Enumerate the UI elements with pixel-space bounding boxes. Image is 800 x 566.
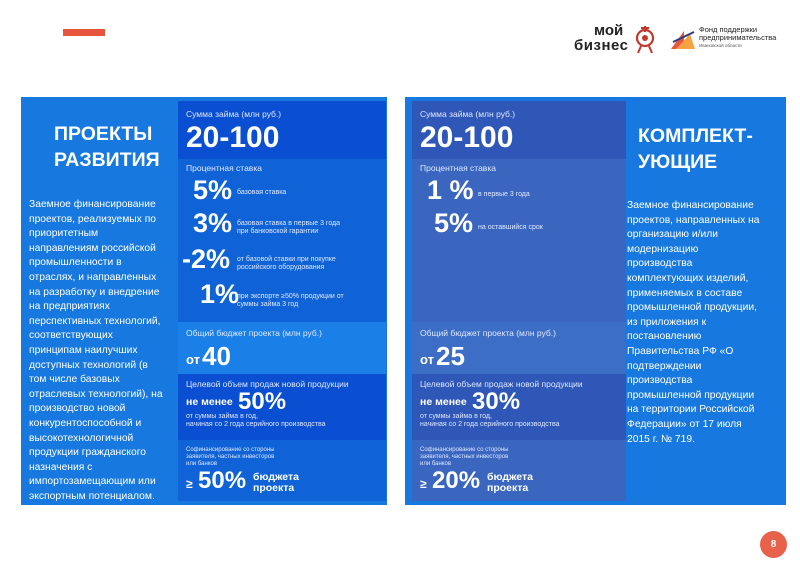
moi-biznes-logo xyxy=(572,22,662,54)
sales-desc: начиная со 2 года серийного производства xyxy=(186,421,326,428)
sales-value: 30% xyxy=(472,388,521,415)
description-line: производство новой xyxy=(29,403,126,415)
panel-description xyxy=(627,199,760,447)
fund-name-line3: Ивановской области xyxy=(699,43,742,48)
budget-value: 40 xyxy=(202,341,231,371)
cofin-prefix: ≥ xyxy=(186,477,193,491)
sales-desc: от суммы займа в год, xyxy=(186,413,258,420)
fund-name-line2: предпринимательства xyxy=(699,33,777,42)
description-line: постановлению xyxy=(627,331,702,343)
description-line: направлениям российской xyxy=(29,242,156,254)
sales-label: Целевой объем продаж новой продукции xyxy=(186,379,349,389)
description-line: промышленной продукции xyxy=(627,389,755,401)
panel-description xyxy=(29,198,163,504)
rate-desc: суммы займа 3 год xyxy=(237,301,299,308)
fund-mark-icon xyxy=(670,28,696,50)
description-line: промышленной продукции, xyxy=(627,302,757,314)
description-line: организацию и/или xyxy=(627,229,718,241)
rate-desc: при экспорте ≥50% продукции от xyxy=(237,293,344,300)
budget-prefix: от xyxy=(420,352,434,367)
cofinancing-box xyxy=(412,440,626,501)
description-line: производства xyxy=(627,375,693,387)
description-line: соответствующих xyxy=(29,330,113,342)
rate-value: -2% xyxy=(182,244,231,274)
description-line: модернизацию xyxy=(627,243,699,255)
panel-title xyxy=(54,121,160,173)
description-line: проектов, реализуемых по xyxy=(29,213,156,225)
sales-prefix: не менее xyxy=(420,396,467,408)
rate-value: 5% xyxy=(193,175,233,205)
terms-column xyxy=(178,101,386,501)
rate-box xyxy=(412,159,626,322)
loan-label: Сумма займа (млн руб.) xyxy=(420,109,516,119)
description-line: приоритетным xyxy=(29,228,99,240)
description-line: импортозамещающим или xyxy=(29,476,156,488)
rate-desc: российского оборудования xyxy=(237,264,325,271)
description-line: проектов, направленных на xyxy=(627,214,760,226)
budget-prefix: от xyxy=(186,352,200,367)
budget-value: 25 xyxy=(436,341,465,371)
description-line: Заемное финансирование xyxy=(29,199,156,210)
cofin-label: заявителя, частных инвесторов xyxy=(186,454,275,460)
sales-label: Целевой объем продаж новой продукции xyxy=(420,379,583,389)
budget-label: Общий бюджет проекта (млн руб.) xyxy=(420,328,556,338)
description-line: подтверждении xyxy=(627,360,702,372)
title-line: КОМПЛЕКТ- xyxy=(638,125,753,147)
rate-label: Процентная ставка xyxy=(186,163,262,173)
title-line: УЮЩИЕ xyxy=(638,151,718,173)
cofin-value: 50% xyxy=(198,467,247,494)
rate-value: 1 % xyxy=(427,175,474,205)
rate-value: 5% xyxy=(434,208,474,238)
description-line: на предприятиях xyxy=(29,301,110,313)
panel-development-projects xyxy=(21,97,387,505)
cofin-value: 20% xyxy=(432,467,481,494)
sales-value: 50% xyxy=(238,388,287,415)
description-line: Федерации» от 17 июля xyxy=(627,418,742,430)
description-line: назначения с xyxy=(29,461,93,473)
description-line: экспортным потенциалом. xyxy=(29,490,155,502)
rate-desc: базовая ставка в первые 3 года xyxy=(237,220,341,227)
rate-desc: в первые 3 года xyxy=(478,191,530,198)
description-line: конкурентоспособной и xyxy=(29,417,142,429)
rate-desc: от базовой ставки при покупке xyxy=(237,256,336,263)
description-line: Заемное финансирование xyxy=(627,200,754,211)
cofin-label: заявителя, частных инвесторов xyxy=(420,454,509,460)
rate-desc: базовая ставка xyxy=(237,189,287,196)
terms-column xyxy=(412,101,626,501)
description-line: высокотехнологичной xyxy=(29,432,134,444)
description-line: применяемых в составе xyxy=(627,287,743,299)
budget-box xyxy=(178,322,386,374)
cofin-label: Софинансирование со стороны xyxy=(186,447,275,453)
cofin-suffix: бюджета xyxy=(253,471,299,483)
rate-desc: на оставшийся срок xyxy=(478,224,543,231)
logo-word-biznes: бизнес xyxy=(574,37,629,54)
panel-title xyxy=(638,123,753,175)
rate-value: 3% xyxy=(193,208,233,238)
cofin-label: или банков xyxy=(420,461,452,467)
sales-box xyxy=(178,374,386,440)
description-line: перспективных технологий, xyxy=(29,315,161,327)
cofin-suffix: бюджета xyxy=(487,471,533,483)
description-line: из приложения к xyxy=(627,316,707,328)
loan-label: Сумма займа (млн руб.) xyxy=(186,109,282,119)
cofin-label: или банков xyxy=(186,461,218,467)
fund-logo xyxy=(666,24,786,54)
sales-box xyxy=(412,374,626,440)
sales-prefix: не менее xyxy=(186,396,233,408)
cofin-prefix: ≥ xyxy=(420,477,427,491)
description-line: комплектующих изделий, xyxy=(627,272,749,284)
cofin-suffix: проекта xyxy=(253,482,295,494)
description-line: Правительства РФ «О xyxy=(627,345,734,357)
loan-value: 20-100 xyxy=(420,121,514,154)
budget-box xyxy=(412,322,626,374)
rate-value: 1% xyxy=(200,279,240,309)
sales-desc: начиная со 2 года серийного производства xyxy=(420,421,560,428)
panel-components xyxy=(405,97,786,505)
description-line: отраслях, и направленных xyxy=(29,271,157,283)
budget-label: Общий бюджет проекта (млн руб.) xyxy=(186,328,322,338)
description-line: производства xyxy=(627,258,693,270)
description-line: на разработку и внедрение xyxy=(29,286,160,298)
rate-desc: при банковской гарантии xyxy=(237,228,319,235)
description-line: 2015 г. № 719. xyxy=(627,433,695,445)
description-line: принципам наилучших xyxy=(29,344,138,356)
cofinancing-box xyxy=(178,440,386,501)
description-line: на территории Российской xyxy=(627,404,755,416)
description-line: промышленности в xyxy=(29,257,122,269)
loan-amount-box xyxy=(178,101,386,159)
title-line: ПРОЕКТЫ xyxy=(54,123,153,145)
title-line: РАЗВИТИЯ xyxy=(54,149,160,171)
fund-name-line1: Фонд поддержки xyxy=(699,25,758,34)
accent-bar xyxy=(63,29,105,36)
loan-value: 20-100 xyxy=(186,121,280,154)
logo-word-moi: мой xyxy=(594,22,624,39)
loan-amount-box xyxy=(412,101,626,159)
rate-label: Процентная ставка xyxy=(420,163,496,173)
sales-desc: от суммы займа в год, xyxy=(420,413,492,420)
description-line: доступных технологий (в xyxy=(29,359,148,371)
emblem-icon xyxy=(632,24,658,54)
description-line: том числе базовых xyxy=(29,374,120,386)
rate-box xyxy=(178,159,386,322)
cofin-label: Софинансирование со стороны xyxy=(420,447,509,453)
description-line: продукции гражданского xyxy=(29,447,146,459)
description-line: отраслевых технологий), на xyxy=(29,388,163,400)
page-number-badge: 8 xyxy=(760,531,787,558)
cofin-suffix: проекта xyxy=(487,482,529,494)
